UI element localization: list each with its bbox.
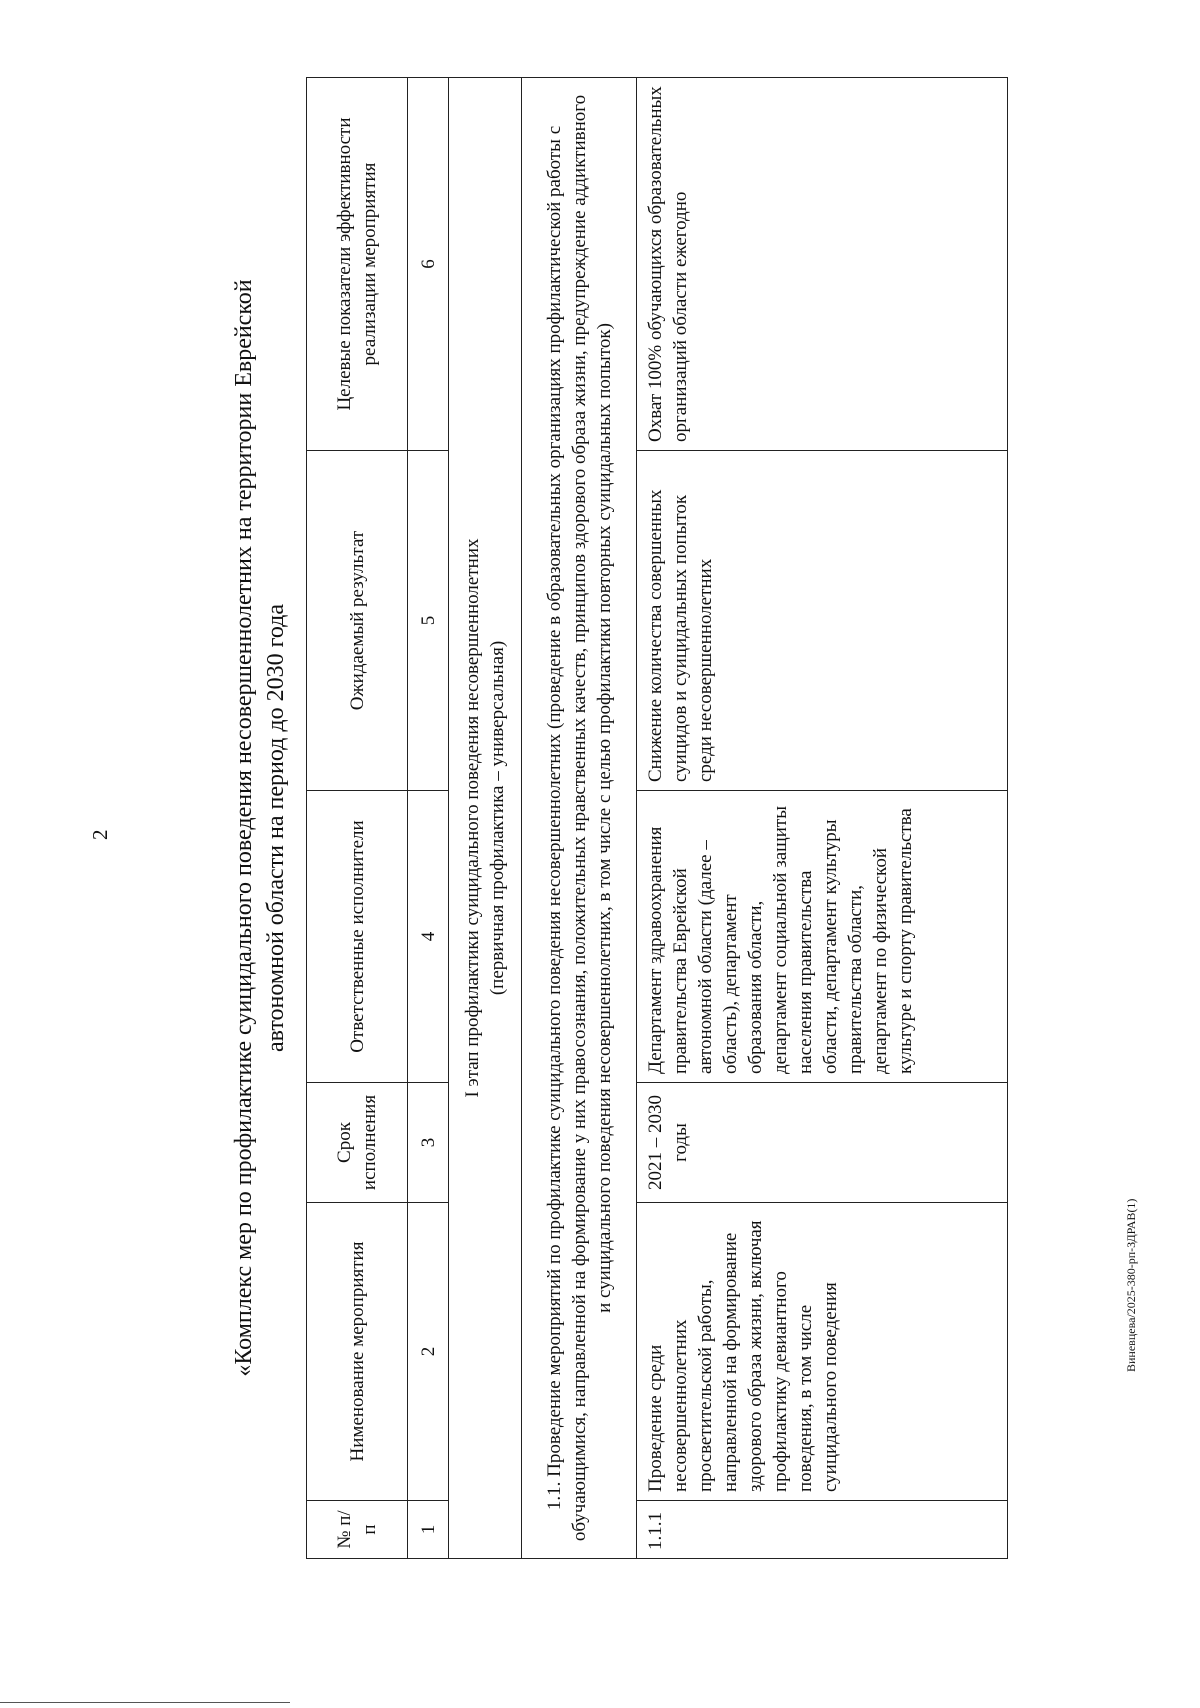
rotated-page-content	[228, 68, 1088, 1588]
column-number-cell: 1	[408, 1501, 449, 1559]
column-number-cell: 2	[408, 1203, 449, 1501]
row-term-cell: 2021 – 2030 годы	[637, 1083, 1008, 1203]
table-header-row	[307, 78, 408, 1559]
header-cell: Целевые показатели эффективности реализации мероприятия	[307, 78, 408, 451]
header-cell: Срок исполнения	[307, 1083, 408, 1203]
column-number-cell: 3	[408, 1083, 449, 1203]
header-cell: № п/п	[307, 1501, 408, 1559]
header-cell: Ожидаемый результат	[307, 451, 408, 791]
section-title-cell: 1.1. Проведение мероприятий по профилактике суицидального поведения несовершеннолетних (проведение в образовательных организациях профилактической работы с обучающимися, направленной на формирование у них правосознания, положительных нравственных качеств, принципов здорового образа жизни, предупреждение аддиктивного и суицидального поведения несовершеннолетних, в том числе с целью профилактики повторных суицидальных попыток)	[522, 78, 637, 1559]
column-number-row	[408, 78, 449, 1559]
document-code: Виневцева/2025-380-рп-ЗДРАВ(1)	[1124, 1198, 1138, 1372]
column-number-cell: 6	[408, 78, 449, 451]
column-number-cell: 5	[408, 451, 449, 791]
document-title-line-2: автономной области на период до 2030 года	[263, 603, 289, 1053]
section-row	[522, 78, 637, 1559]
row-result-cell: Снижение количества совершенных суицидов и суицидальных попыток среди несовершеннолетних	[637, 451, 1008, 791]
document-title	[228, 68, 316, 1588]
measures-table	[306, 77, 1008, 1559]
row-executors-cell: Департамент здравоохранения правительства Еврейской автономной области (далее – область), департамент образования области, департамент социальной защиты населения правительства области, департамент культуры правительства области, департамент по физической культуре и спорту правительства	[637, 791, 1008, 1083]
stage-title-cell	[449, 78, 522, 1559]
row-indicators-cell: Охват 100% обучающихся образовательных организаций области ежегодно	[637, 78, 1008, 451]
header-cell: Ответственные исполнители	[307, 791, 408, 1083]
scan-edge-line	[0, 1702, 290, 1703]
document-title-line-1: «Комплекс мер по профилактике суицидального поведения несовершеннолетних на территории Еврейской	[231, 279, 257, 1377]
stage-row	[449, 78, 522, 1559]
row-name-cell: Проведение среди несовершеннолетних просветительской работы, направленной на формирование здорового образа жизни, включая профилактику девиантного поведения, в том числе суицидального поведения	[637, 1203, 1008, 1501]
stage-title-line-1: I этап профилактики суицидального поведения несовершеннолетних	[462, 538, 483, 1098]
page-number: 2	[88, 829, 112, 840]
stage-title-line-2: (первичная профилактика – универсальная)	[487, 640, 508, 996]
row-number-cell: 1.1.1	[637, 1501, 1008, 1559]
table-row	[637, 78, 1008, 1559]
header-cell: Нименование мероприятия	[307, 1203, 408, 1501]
column-number-cell: 4	[408, 791, 449, 1083]
